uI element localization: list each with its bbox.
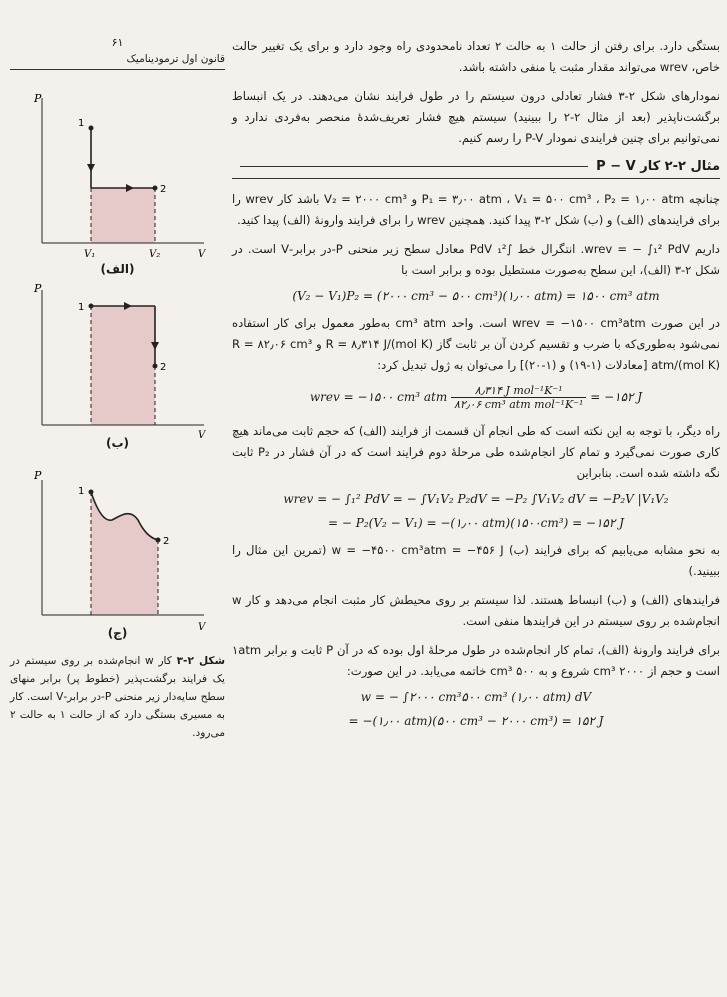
shaded-area — [91, 306, 155, 425]
point-1-label: 1 — [78, 486, 85, 497]
equation-3: wrev = − ∫₁² PdV = − ∫V₁V₂ P₂dV = −P₂ ∫V₁V₂ dV = −P₂V |V₁V₂ — [283, 492, 669, 506]
paragraph-1: بستگی دارد. برای رفتن از حالت ۱ به حالت ۲ تعداد نامحدودی راه وجود دارد و برای یک تغییر حالت خاص، wrev می‌تواند مقدار مثبت یا منفی داشته باشد. — [232, 39, 720, 74]
eq2-left: wrev = −۱۵۰۰ cm³ atm — [309, 390, 448, 404]
running-head: قانون اول ترمودینامیک — [10, 53, 225, 70]
figure-caption — [10, 652, 225, 742]
main-column — [232, 36, 720, 738]
state-2-point — [153, 186, 158, 191]
state-2-point — [153, 364, 158, 369]
state-1-point — [89, 490, 94, 495]
eq2-denominator: ۸۲٫۰۶ cm³ atm mol⁻¹K⁻¹ — [454, 398, 584, 411]
equation-1: (V₂ − V₁)P₂ = (۲۰۰۰ cm³ − ۵۰۰ cm³)(۱٫۰۰ atm) = ۱۵۰۰ cm³ atm — [292, 289, 660, 303]
caption-text: کار w انجام‌شده بر روی سیستم در یک فرایند برگشت‌پذیر (خطوط پر) برابر منهای سطح سایه‌دار زیر منحنی P-در برابر-V است. کار به مسیری بستگی دارد که از حالت ۱ به حالت ۲ می‌رود. — [10, 655, 225, 739]
figure-a-label: (الف) — [100, 262, 135, 276]
equation-6: = −(۱٫۰۰ atm)(۵۰۰ cm³ − ۲۰۰۰ cm³) = ۱۵۲ J — [348, 714, 604, 728]
equation-2 — [232, 384, 720, 411]
paragraph-5: در این صورت wrev = −۱۵۰۰ cm³atm است. واحد cm³ atm به‌طور معمول برای کار استفاده نمی‌شود به‌طوری‌که با ضرب و تقسیم کردن آن بر ثابت گاز R = ۸٫۳۱۴ J/(mol K) و R = ۸۲٫۰۶ cm³ atm/(mol K) [معادلات (۱-۱۹) و (۱-۲۰)] را می‌توان به ژول تبدیل کرد: — [232, 316, 720, 372]
eq2-numerator: ۸٫۳۱۴ J mol⁻¹K⁻¹ — [451, 384, 586, 398]
figure-c-label: (ج) — [107, 626, 128, 640]
shaded-area — [91, 188, 155, 243]
point-1-label: 1 — [78, 302, 85, 313]
axis-p-label: P — [34, 92, 42, 105]
axis-p-label: P — [34, 469, 42, 482]
v2-label: V₂ — [149, 249, 161, 260]
state-1-point — [89, 126, 94, 131]
point-2-label: 2 — [160, 184, 167, 195]
equation-5: w = − ∫۲۰۰۰ cm³۵۰۰ cm³ (۱٫۰۰ atm) dV — [360, 690, 592, 704]
example-header — [232, 157, 720, 179]
axis-v-label: V — [198, 249, 206, 260]
figure-b — [12, 282, 212, 458]
paragraph-4: داریم wrev = − ∫₁² PdV. انتگرال خط ∫₁² PdV معادل سطح زیر منحنی P-در برابر-V است. در شکل ۲-۳ (الف)، این سطح به‌صورت مستطیل بوده و برابر است با — [232, 242, 720, 277]
figure-c — [12, 469, 212, 648]
example-title: مثال ۲-۲ کار P − V — [596, 159, 720, 174]
figure-b-plot — [12, 282, 212, 450]
axis-v-label: V — [198, 622, 206, 633]
page-number: ۶۱ — [111, 36, 124, 49]
figure-a — [12, 90, 212, 258]
paragraph-7: به نحو مشابه می‌یابیم که برای فرایند (ب) w = −۴۵۰۰ cm³atm = −۴۵۶ J (تمرین این مثال را ببینید.) — [232, 543, 720, 578]
paragraph-6: راه دیگر، با توجه به این نکته است که طی انجام آن قسمت از فرایند (الف) که حجم ثابت می‌ماند هیچ کاری صورت نمی‌گیرد و تمام کار انجام‌شده طی مرحلهٔ دوم فرایند است که در آن فشار در P₂ ثابت نگه داشته شده است. بنابراین — [232, 424, 720, 480]
axis-p-label: P — [34, 282, 42, 295]
eq2-fraction — [451, 384, 586, 411]
state-2-point — [156, 538, 161, 543]
state-1-point — [89, 304, 94, 309]
axis-v-label: V — [198, 430, 206, 441]
caption-title: شکل ۲-۳ — [176, 655, 225, 667]
equation-4: = − P₂(V₂ − V₁) = −(۱٫۰۰ atm)(۱۵۰۰cm³) = −۱۵۲ J — [328, 516, 624, 530]
eq2-right: = −۱۵۲ J — [590, 390, 643, 404]
paragraph-3: چنانچه P₁ = ۳٫۰۰ atm ، V₁ = ۵۰۰ cm³ ، P₂ = ۱٫۰۰ atm و V₂ = ۲۰۰۰ cm³ باشد کار wrev را برای فرایندهای (الف) و (ب) شکل ۲-۳ پیدا کنید. همچنین wrev را برای فرایند وارونهٔ (الف) پیدا کنید. — [232, 192, 720, 227]
point-2-label: 2 — [163, 536, 170, 547]
figure-b-label: (ب) — [105, 436, 130, 450]
paragraph-8: فرایندهای (الف) و (ب) انبساط هستند. لذا سیستم بر روی محیطش کار مثبت انجام می‌دهد و کار w انجام‌شده بر روی سیستم در این فرایندها منفی است. — [232, 593, 720, 628]
figure-c-plot — [12, 469, 212, 640]
side-column — [10, 36, 225, 742]
v1-label: V₁ — [84, 249, 96, 260]
shaded-area — [91, 492, 158, 615]
point-2-label: 2 — [160, 362, 167, 373]
figure-a-plot — [12, 90, 212, 260]
paragraph-9: برای فرایند وارونهٔ (الف)، تمام کار انجام‌شده در طول مرحلهٔ اول بوده که در آن P ثابت و برابر ۱atm است و حجم از ۲۰۰۰ cm³ شروع و به ۵۰۰ cm³ خاتمه می‌یابد. در این صورت: — [232, 643, 720, 678]
point-1-label: 1 — [78, 118, 85, 129]
paragraph-2: نمودارهای شکل ۲-۳ فشار تعادلی درون سیستم را در طول فرایند نشان می‌دهند. در یک انبساط برگشت‌ناپذیر (بعد از مثال ۲-۲ را ببینید) سیستم هیچ فشار تعریف‌شدهٔ منحصر به‌فردی ندارد و نمی‌توانیم برای چنین فرایندی نمودار P-V را رسم کنیم. — [232, 89, 720, 145]
